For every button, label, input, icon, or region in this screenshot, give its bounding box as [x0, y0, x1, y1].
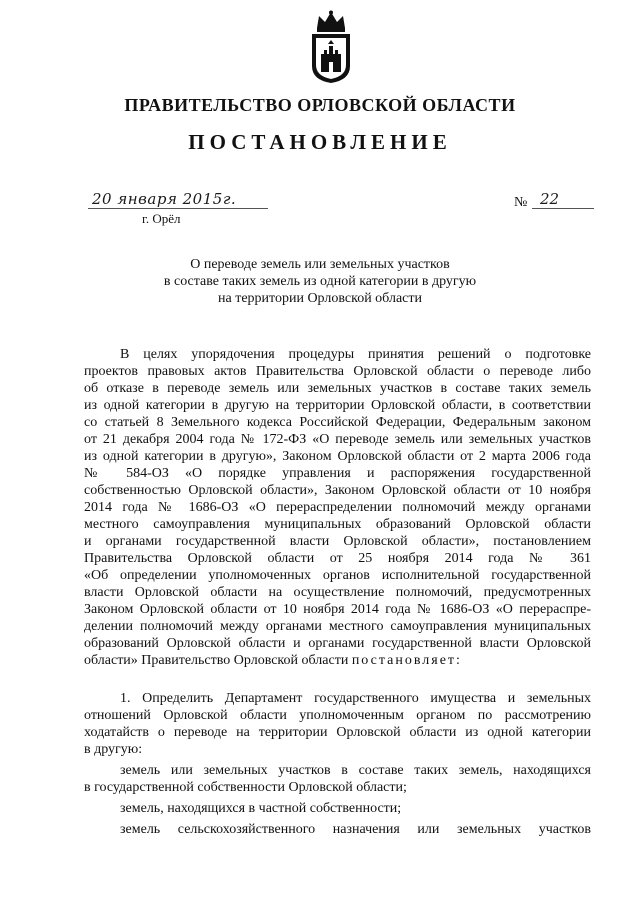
city-label: г. Орёл	[142, 211, 181, 226]
body-line: 2014 года № 1686-ОЗ «О перераспределении полномочий между органами	[84, 500, 591, 515]
body-line: собственностью Орловской области», Законом Орловской области от 10 ноября	[84, 483, 591, 498]
body-line: от 21 декабря 2004 года № 172-ФЗ «О переводе земель или земельных участков	[84, 432, 591, 447]
body-line: земель сельскохозяйственного назначения или земельных участков	[120, 822, 591, 837]
body-line: В целях упорядочения процедуры принятия решений о подготовке	[120, 347, 591, 362]
body-line: «Об определении уполномоченных органов исполнительной государственной	[84, 568, 591, 583]
handwritten-date: 20 января 2015г.	[92, 190, 237, 208]
coat-of-arms-emblem	[308, 10, 354, 84]
body-line: земель, находящихся в частной собственности;	[120, 801, 402, 816]
body-line: власти Орловской области на осуществление полномочий, предусмотренных	[84, 585, 591, 600]
body-line	[84, 652, 591, 669]
body-line: отношений Орловской области уполномоченным органом по рассмотрению	[84, 708, 591, 723]
body-line: проектов правовых актов Правительства Орловской области о переводе либо	[84, 364, 591, 379]
body-line-text: области» Правительство Орловской области	[84, 653, 349, 668]
body-line: Правительства Орловской области от 25 ноября 2014 года № 361	[84, 551, 591, 566]
body-line: из одной категории в другую», Законом Орловской области от 2 марта 2006 года	[84, 449, 591, 464]
body-line: из одной категории в другую на территории Орловской области, в соответствии	[84, 398, 591, 413]
document-subject	[0, 256, 640, 307]
government-title: ПРАВИТЕЛЬСТВО ОРЛОВСКОЙ ОБЛАСТИ	[124, 95, 516, 115]
number-label: №	[514, 195, 528, 210]
body-line: земель или земельных участков в составе таких земель, находящихся	[120, 763, 591, 778]
number-underline	[532, 208, 594, 209]
body-line: местного самоуправления муниципальных образований Орловской области	[84, 517, 591, 532]
body-line: № 584-ОЗ «О порядке управления и распоряжения государственной	[84, 466, 591, 481]
date-underline	[88, 208, 268, 209]
body-line: в другую:	[84, 742, 143, 757]
body-line: со статьей 8 Земельного кодекса Российской Федерации, Федеральным законом	[84, 415, 591, 430]
body-line: Законом Орловской области от 10 ноября 2014 года № 1686-ОЗ «О перераспре-	[84, 602, 591, 617]
body-line: об отказе в переводе земель или земельных участков в составе таких земель	[84, 381, 591, 396]
subject-line: в составе таких земель из одной категории в другую	[163, 274, 477, 289]
body-line: и органами государственной власти Орловской области», постановлением	[84, 534, 591, 549]
subject-line: на территории Орловской области	[218, 291, 422, 306]
body-line: 1. Определить Департамент государственного имущества и земельных	[120, 691, 591, 706]
decree-word: постановляет:	[351, 653, 462, 668]
body-line: образований Орловской области и органами государственной власти Орловской	[84, 636, 591, 651]
subject-line: О переводе земель или земельных участков	[190, 257, 450, 272]
body-line: в государственной собственности Орловской области;	[84, 780, 407, 795]
body-line: делении полномочий между органами местного самоуправления муниципальных	[84, 619, 591, 634]
handwritten-number: 22	[540, 190, 560, 208]
document-type-heading: ПОСТАНОВЛЕНИЕ	[188, 130, 452, 154]
body-line: ходатайств о переводе на территории Орловской области из одной категории	[84, 725, 591, 740]
